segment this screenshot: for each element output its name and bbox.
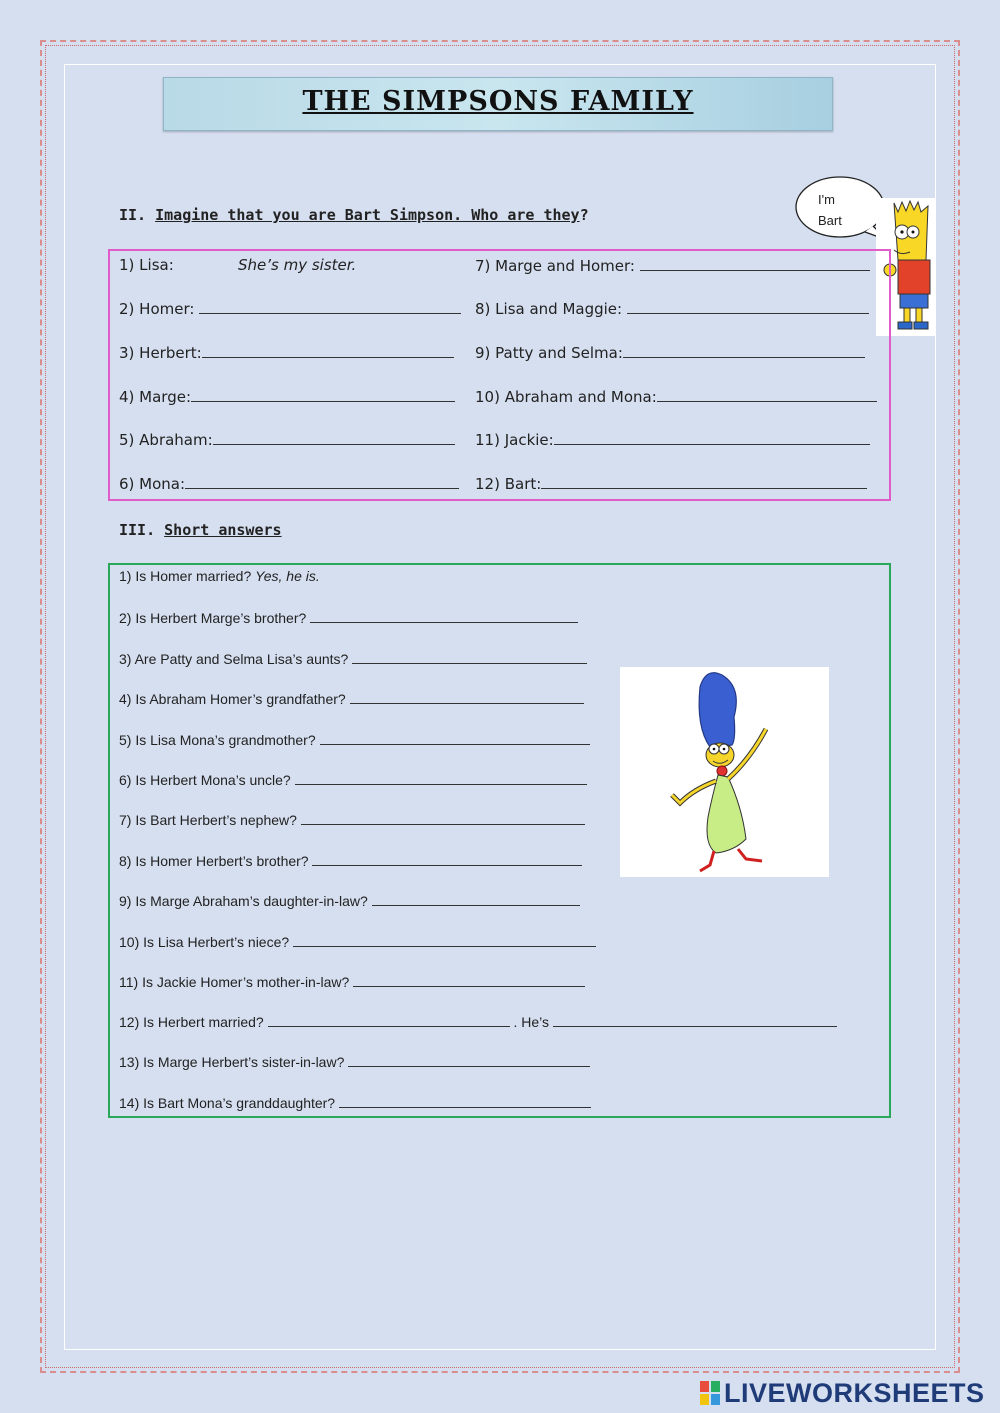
answer-blank[interactable] xyxy=(199,299,461,314)
title-banner xyxy=(163,77,833,131)
section-2-qmark: ? xyxy=(579,206,589,224)
answer-blank[interactable] xyxy=(623,343,865,358)
question-text: 13) Is Marge Herbert’s sister-in-law? xyxy=(119,1054,349,1070)
item-label: 12) Bart: xyxy=(475,475,542,493)
answer-blank[interactable] xyxy=(353,972,585,987)
logo-icon xyxy=(700,1381,720,1405)
family-item-9 xyxy=(475,343,865,362)
section-2-title: Imagine that you are Bart Simpson. Who are they xyxy=(155,206,580,224)
question-text: 3) Are Patty and Selma Lisa’s aunts? xyxy=(119,651,353,667)
bubble-line-2: Bart xyxy=(818,213,842,228)
answer-blank[interactable] xyxy=(372,891,580,906)
answer-blank[interactable] xyxy=(640,256,870,271)
logo-text: LIVEWORKSHEETS xyxy=(724,1377,985,1408)
answer-blank[interactable] xyxy=(295,770,587,785)
page-title: THE SIMPSONS FAMILY xyxy=(302,86,694,117)
question-10 xyxy=(119,932,596,950)
answer-blank[interactable] xyxy=(191,387,455,402)
question-1 xyxy=(119,568,320,584)
question-13 xyxy=(119,1052,590,1070)
answer-blank[interactable] xyxy=(541,474,867,489)
question-text: 9) Is Marge Abraham’s daughter-in-law? xyxy=(119,893,372,909)
answer-blank[interactable] xyxy=(213,430,455,445)
family-item-4 xyxy=(119,387,455,406)
question-text: 5) Is Lisa Mona’s grandmother? xyxy=(119,732,320,748)
family-item-3 xyxy=(119,343,454,362)
question-3 xyxy=(119,649,587,667)
family-item-1 xyxy=(119,256,357,274)
question-14 xyxy=(119,1093,591,1111)
marge-image xyxy=(620,667,829,877)
question-9 xyxy=(119,891,580,909)
answer-blank[interactable] xyxy=(293,932,596,947)
family-item-12 xyxy=(475,474,867,493)
section-3-heading xyxy=(119,521,282,539)
answer-blank[interactable] xyxy=(202,343,454,358)
answer-blank[interactable] xyxy=(657,387,877,402)
item-label: 7) Marge and Homer: xyxy=(475,257,640,275)
section-2-heading xyxy=(119,206,589,224)
question-5 xyxy=(119,730,590,748)
answer-blank[interactable] xyxy=(312,851,582,866)
question-8 xyxy=(119,851,582,869)
answer-blank[interactable] xyxy=(310,608,578,623)
question-text: 1) Is Homer married? xyxy=(119,568,252,584)
item-label: 11) Jackie: xyxy=(475,431,554,449)
item-label: 4) Marge: xyxy=(119,388,192,406)
section-2-box xyxy=(108,249,891,501)
question-text: 12) Is Herbert married? xyxy=(119,1014,268,1030)
item-label: 8) Lisa and Maggie: xyxy=(475,300,627,318)
question-7 xyxy=(119,810,585,828)
answer-blank[interactable] xyxy=(627,299,869,314)
question-answer: Yes, he is. xyxy=(255,568,320,584)
question-12 xyxy=(119,1012,837,1030)
question-text-mid: . He’s xyxy=(509,1014,553,1030)
question-text: 11) Is Jackie Homer’s mother-in-law? xyxy=(119,974,354,990)
family-item-2 xyxy=(119,299,461,318)
answer-blank[interactable] xyxy=(553,1012,837,1027)
family-item-6 xyxy=(119,474,459,493)
section-3-title: Short answers xyxy=(164,521,282,539)
item-label: 1) Lisa: xyxy=(119,256,174,274)
answer-blank[interactable] xyxy=(320,730,590,745)
question-6 xyxy=(119,770,587,788)
question-4 xyxy=(119,689,584,707)
bubble-line-1: I'm xyxy=(818,192,835,207)
answer-blank[interactable] xyxy=(301,810,585,825)
item-label: 10) Abraham and Mona: xyxy=(475,388,657,406)
section-3-number: III. xyxy=(119,521,156,539)
liveworksheets-logo xyxy=(700,1378,985,1408)
section-2-number: II. xyxy=(119,206,147,224)
question-text: 4) Is Abraham Homer’s grandfather? xyxy=(119,691,350,707)
item-label: 6) Mona: xyxy=(119,475,186,493)
answer-blank[interactable] xyxy=(339,1093,591,1108)
question-text: 7) Is Bart Herbert’s nephew? xyxy=(119,812,301,828)
item-label: 2) Homer: xyxy=(119,300,200,318)
item-answer: She’s my sister. xyxy=(238,256,357,274)
item-label: 3) Herbert: xyxy=(119,344,202,362)
answer-blank[interactable] xyxy=(554,430,870,445)
question-text: 10) Is Lisa Herbert’s niece? xyxy=(119,934,294,950)
answer-blank[interactable] xyxy=(185,474,459,489)
question-text: 14) Is Bart Mona’s granddaughter? xyxy=(119,1095,339,1111)
family-item-5 xyxy=(119,430,455,449)
family-item-10 xyxy=(475,387,877,406)
answer-blank[interactable] xyxy=(348,1052,590,1067)
answer-blank[interactable] xyxy=(268,1012,510,1027)
marge-illustration xyxy=(620,667,829,877)
item-label: 5) Abraham: xyxy=(119,431,213,449)
question-text: 8) Is Homer Herbert’s brother? xyxy=(119,853,313,869)
speech-bubble-text xyxy=(818,189,858,231)
family-item-11 xyxy=(475,430,870,449)
family-item-8 xyxy=(475,299,869,318)
answer-blank[interactable] xyxy=(352,649,587,664)
family-item-7 xyxy=(475,256,870,275)
question-11 xyxy=(119,972,585,990)
question-text: 2) Is Herbert Marge’s brother? xyxy=(119,610,311,626)
item-label: 9) Patty and Selma: xyxy=(475,344,623,362)
answer-blank[interactable] xyxy=(350,689,584,704)
question-2 xyxy=(119,608,578,626)
question-text: 6) Is Herbert Mona’s uncle? xyxy=(119,772,295,788)
